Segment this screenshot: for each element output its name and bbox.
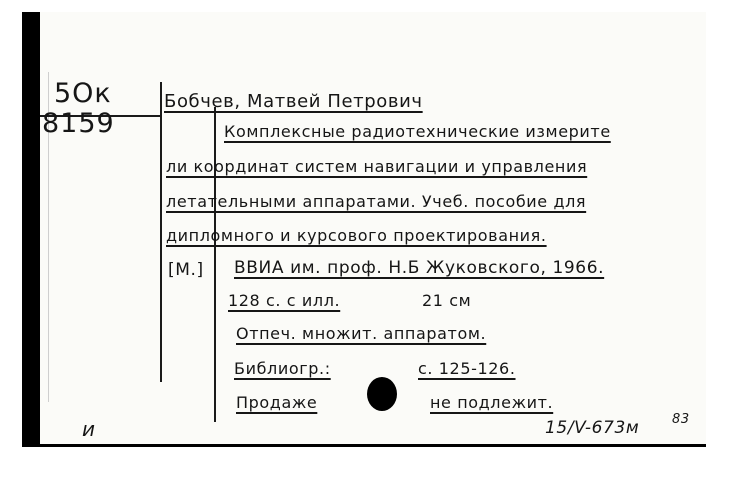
size: 21 см bbox=[422, 291, 472, 310]
bibliography-label: Библиогр.: bbox=[234, 359, 331, 378]
vertical-rule-left bbox=[160, 82, 162, 382]
title-line-3: летательными аппаратами. Учеб. пособие для bbox=[166, 192, 587, 211]
publisher-line: ВВИА им. проф. Н.Б Жуковского, 1966. bbox=[234, 258, 605, 278]
call-number-line1: 5Ок bbox=[54, 78, 112, 109]
catalog-card bbox=[40, 12, 706, 444]
sale-note-suffix: не подлежит. bbox=[430, 393, 554, 412]
place-of-publication: [М.] bbox=[168, 260, 204, 280]
date-stamp: 15/V-673м bbox=[545, 418, 640, 438]
bibliography-pages: с. 125-126. bbox=[418, 359, 516, 378]
title-line-2: ли координат систем навигации и управления bbox=[166, 157, 588, 176]
author-heading: Бобчев, Матвей Петрович bbox=[164, 91, 423, 112]
print-note: Отпеч. множит. аппаратом. bbox=[236, 324, 487, 343]
pagination: 128 с. с илл. bbox=[228, 291, 341, 310]
vertical-rule-right bbox=[214, 107, 216, 422]
call-number-line2: 8159 bbox=[42, 108, 115, 139]
stamp-number: 83 bbox=[672, 412, 690, 427]
corner-mark: и bbox=[82, 417, 96, 441]
card-punch-hole bbox=[367, 377, 397, 411]
sale-note-prefix: Продаже bbox=[236, 393, 318, 412]
scan-frame bbox=[22, 12, 706, 447]
title-line-4: дипломного и курсового проектирования. bbox=[166, 226, 547, 245]
title-line-1: Комплексные радиотехнические измерите bbox=[224, 122, 611, 141]
